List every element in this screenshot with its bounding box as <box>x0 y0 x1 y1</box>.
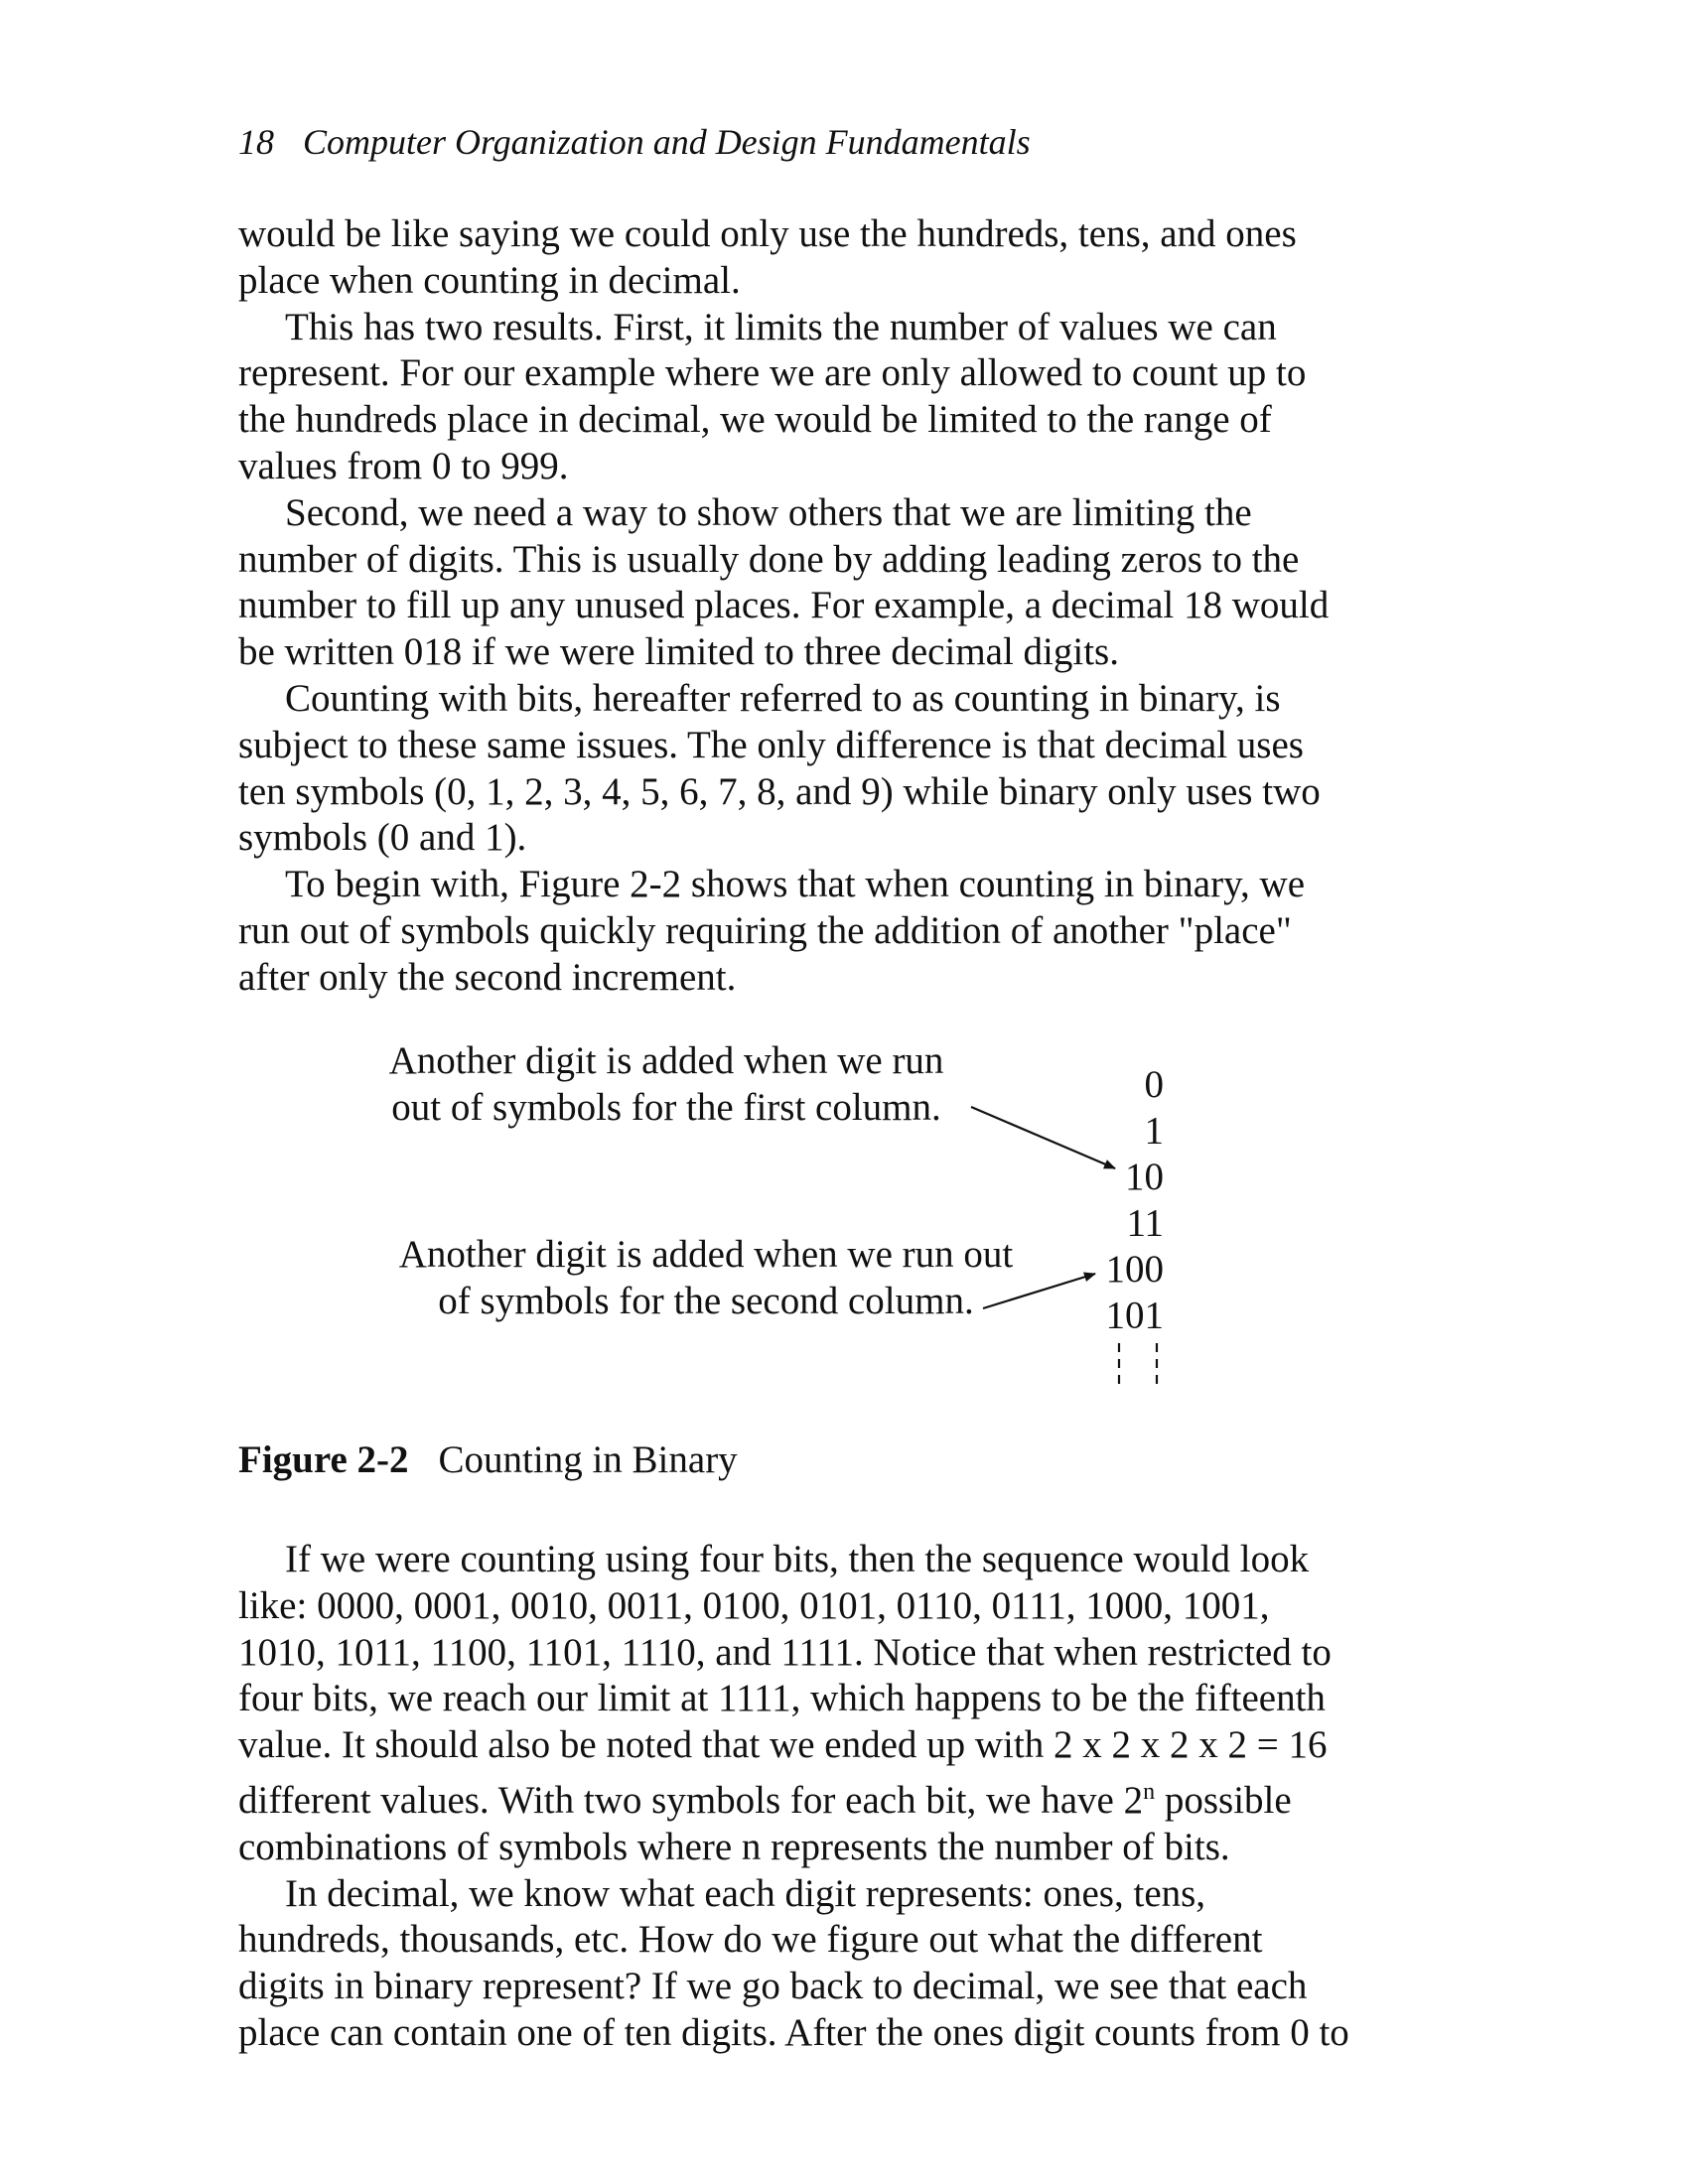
text-line: place can contain one of ten digits. After the ones digit counts from 0 to <box>238 2010 1349 2054</box>
page-number: 18 <box>238 122 274 162</box>
text-line: be written 018 if we were limited to three decimal digits. <box>238 630 1119 674</box>
binary-value: 0 <box>1144 1063 1164 1106</box>
exponent: n <box>1143 1778 1156 1805</box>
annotation-second-column-line-2: of symbols for the second column. <box>438 1280 974 1322</box>
binary-value: 101 <box>1105 1294 1164 1337</box>
text-line: like: 0000, 0001, 0010, 0011, 0100, 0101, 0110, 0111, 1000, 1001, <box>238 1583 1270 1627</box>
figure-caption-number: Figure 2-2 <box>238 1438 409 1481</box>
text-line: To begin with, Figure 2-2 shows that when counting in binary, we <box>285 863 1306 906</box>
binary-value: 11 <box>1126 1201 1164 1245</box>
text-line: four bits, we reach our limit at 1111, which happens to be the fifteenth <box>238 1677 1326 1720</box>
text-line: This has two results. First, it limits the number of values we can <box>285 305 1277 348</box>
text-line: the hundreds place in decimal, we would be limited to the range of <box>238 398 1272 442</box>
text-line: ten symbols (0, 1, 2, 3, 4, 5, 6, 7, 8, and 9) while binary only uses two <box>238 769 1321 813</box>
text-line: subject to these same issues. The only difference is that decimal uses <box>238 723 1304 766</box>
annotation-first-column-line-1: Another digit is added when we run <box>388 1039 944 1082</box>
text-line: 1010, 1011, 1100, 1101, 1110, and 1111. Notice that when restricted to <box>238 1630 1332 1674</box>
book-title: Computer Organization and Design Fundamentals <box>303 122 1031 162</box>
paragraph <box>238 1537 1460 1871</box>
text-line: after only the second increment. <box>238 955 737 999</box>
text-line: value. It should also be noted that we ended up with 2 x 2 x 2 x 2 = 16 <box>238 1723 1328 1767</box>
text-line: hundreds, thousands, etc. How do we figure out what the different <box>238 1918 1263 1962</box>
text-line: would be like saying we could only use the hundreds, tens, and ones <box>238 212 1297 255</box>
text-line: symbols (0 and 1). <box>238 816 527 860</box>
text-line: combinations of symbols where n represents the number of bits. <box>238 1825 1230 1868</box>
text-line: Second, we need a way to show others that we are limiting the <box>285 490 1252 534</box>
text-line: place when counting in decimal. <box>238 258 741 302</box>
text-line: digits in binary represent? If we go back to decimal, we see that each <box>238 1965 1308 2008</box>
arrow-to-ten <box>971 1107 1115 1168</box>
text-fragment: different values. With two symbols for each bit, we have 2 <box>238 1778 1144 1822</box>
annotation-first-column-line-2: out of symbols for the first column. <box>391 1086 941 1129</box>
text-line: run out of symbols quickly requiring the addition of another "place" <box>238 908 1292 952</box>
annotation-second-column-line-1: Another digit is added when we run out <box>398 1233 1014 1276</box>
text-line: number to fill up any unused places. For example, a decimal 18 would <box>238 584 1330 627</box>
text-line: Counting with bits, hereafter referred to as counting in binary, is <box>285 676 1281 720</box>
text-line: values from 0 to 999. <box>238 444 569 487</box>
text-line: If we were counting using four bits, then the sequence would look <box>285 1538 1310 1580</box>
body-text-bottom <box>238 1537 1460 2057</box>
text-fragment: possible <box>1155 1778 1292 1822</box>
paragraph <box>238 1871 1460 2057</box>
arrow-to-one-hundred <box>983 1274 1095 1308</box>
binary-value: 100 <box>1105 1248 1164 1291</box>
binary-sequence-column <box>1106 1063 1165 1337</box>
text-line: In decimal, we know what each digit represents: ones, tens, <box>285 1871 1206 1915</box>
figure-caption-title: Counting in Binary <box>438 1438 738 1481</box>
text-line: number of digits. This is usually done by adding leading zeros to the <box>238 537 1300 581</box>
text-line-with-exponent <box>238 1769 1460 1825</box>
binary-value: 1 <box>1144 1109 1164 1153</box>
figure-caption <box>238 1437 738 1482</box>
binary-value: 10 <box>1125 1156 1164 1198</box>
text-line: represent. For our example where we are only allowed to count up to <box>238 351 1307 395</box>
